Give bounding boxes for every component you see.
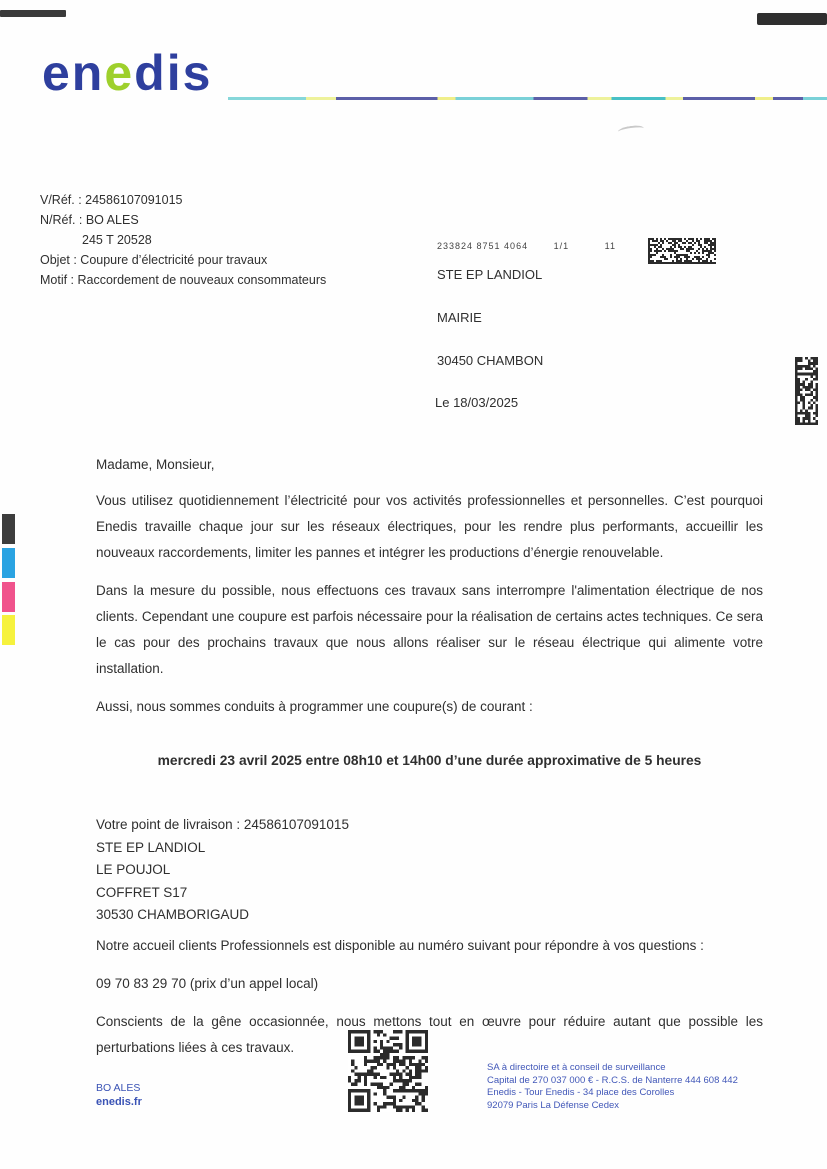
reference-block	[40, 190, 326, 290]
contact-phone: 09 70 83 29 70 (prix d’un appel local)	[96, 975, 319, 991]
print-numbers: 233824 8751 4064	[437, 241, 529, 251]
ref-vref: V/Réf. : 24586107091015	[40, 193, 183, 207]
legal-footer	[487, 1062, 738, 1112]
enedis-logo	[42, 45, 213, 101]
office-label: BO ALES	[96, 1082, 141, 1094]
scan-artifact-bar-top-right	[757, 13, 827, 25]
website-label: enedis.fr	[96, 1096, 142, 1108]
edge-barcode	[795, 357, 818, 425]
logo-text-blue-1: en	[42, 45, 105, 101]
legal-line: SA à directoire et à conseil de surveillance	[487, 1062, 666, 1073]
paragraph-closing: Conscients de la gêne occasionnée, nous mettons tout en œuvre pour réduire autant que possible les perturbations liées à ces travaux.	[96, 1013, 763, 1055]
legal-line: Capital de 270 037 000 € - R.C.S. de Nanterre 444 608 442	[487, 1074, 738, 1086]
legal-line: 92079 Paris La Défense Cedex	[487, 1099, 620, 1111]
paragraph-announce: Aussi, nous sommes conduits à programmer une coupure(s) de courant :	[96, 699, 533, 714]
logo-text-green: e	[104, 45, 135, 101]
delivery-line: LE POUJOL	[96, 862, 171, 877]
ref-nref-2: 245 T 20528	[82, 233, 152, 247]
recipient-name: STE EP LANDIOL	[437, 267, 543, 282]
scan-artifact-bar-top-left	[0, 10, 66, 17]
paragraph-works: Dans la mesure du possible, nous effectuons ces travaux sans interrompre l'alimentation électrique de nos clients. Cependant une coupure est parfois nécessaire pour la réalisation de certains actes techniques. Ce sera le cas pour des prochains travaux que nous allons réaliser sur le réseau électrique qui alimente votre installation.	[96, 583, 763, 676]
ref-nref: N/Réf. : BO ALES	[40, 213, 139, 227]
contact-info: Notre accueil clients Professionnels est disponible au numéro suivant pour répondre à vos questions :	[96, 937, 704, 953]
ref-motif: Motif : Raccordement de nouveaux consommateurs	[40, 273, 327, 287]
salutation: Madame, Monsieur,	[96, 457, 215, 472]
registration-bar-yellow	[2, 615, 15, 645]
letter-body	[96, 452, 763, 1073]
registration-bar-black	[2, 514, 15, 544]
delivery-point-block	[96, 814, 763, 927]
datamatrix-barcode	[648, 238, 716, 264]
delivery-line: 30530 CHAMBORIGAUD	[96, 907, 250, 922]
print-page-number: 1/1	[553, 241, 570, 251]
delivery-point-label: Votre point de livraison : 24586107091015	[96, 817, 349, 832]
paragraph-intro: Vous utilisez quotidiennement l’électricité pour vos activités professionnelles et personnelles. C’est pourquoi Enedis travaille chaque jour sur les réseaux électriques, pour les rendre plus performants, accueillir les nouveaux raccordements, limiter les pannes et intégrer les productions d’énergie renouvelable.	[96, 493, 763, 560]
outage-schedule: mercredi 23 avril 2025 entre 08h10 et 14h00 d’une durée approximative de 5 heures	[157, 753, 702, 768]
recipient-line2: MAIRIE	[437, 310, 482, 325]
letter-date: Le 18/03/2025	[435, 395, 519, 410]
legal-line: Enedis - Tour Enedis - 34 place des Corolles	[487, 1087, 675, 1098]
delivery-line: COFFRET S17	[96, 884, 188, 900]
print-copies: 11	[604, 241, 616, 251]
registration-bar-magenta	[2, 582, 15, 612]
logo-text-blue-2: dis	[134, 45, 213, 101]
registration-bar-cyan	[2, 548, 15, 578]
brand-multicolor-line	[228, 97, 827, 100]
qr-code	[348, 1030, 428, 1112]
scan-artifact-squiggle	[618, 124, 645, 136]
delivery-line: STE EP LANDIOL	[96, 839, 206, 855]
recipient-address-block	[437, 266, 543, 395]
print-marks-row	[437, 241, 616, 251]
recipient-city: 30450 CHAMBON	[437, 353, 544, 368]
ref-objet: Objet : Coupure d’électricité pour travaux	[40, 253, 268, 267]
